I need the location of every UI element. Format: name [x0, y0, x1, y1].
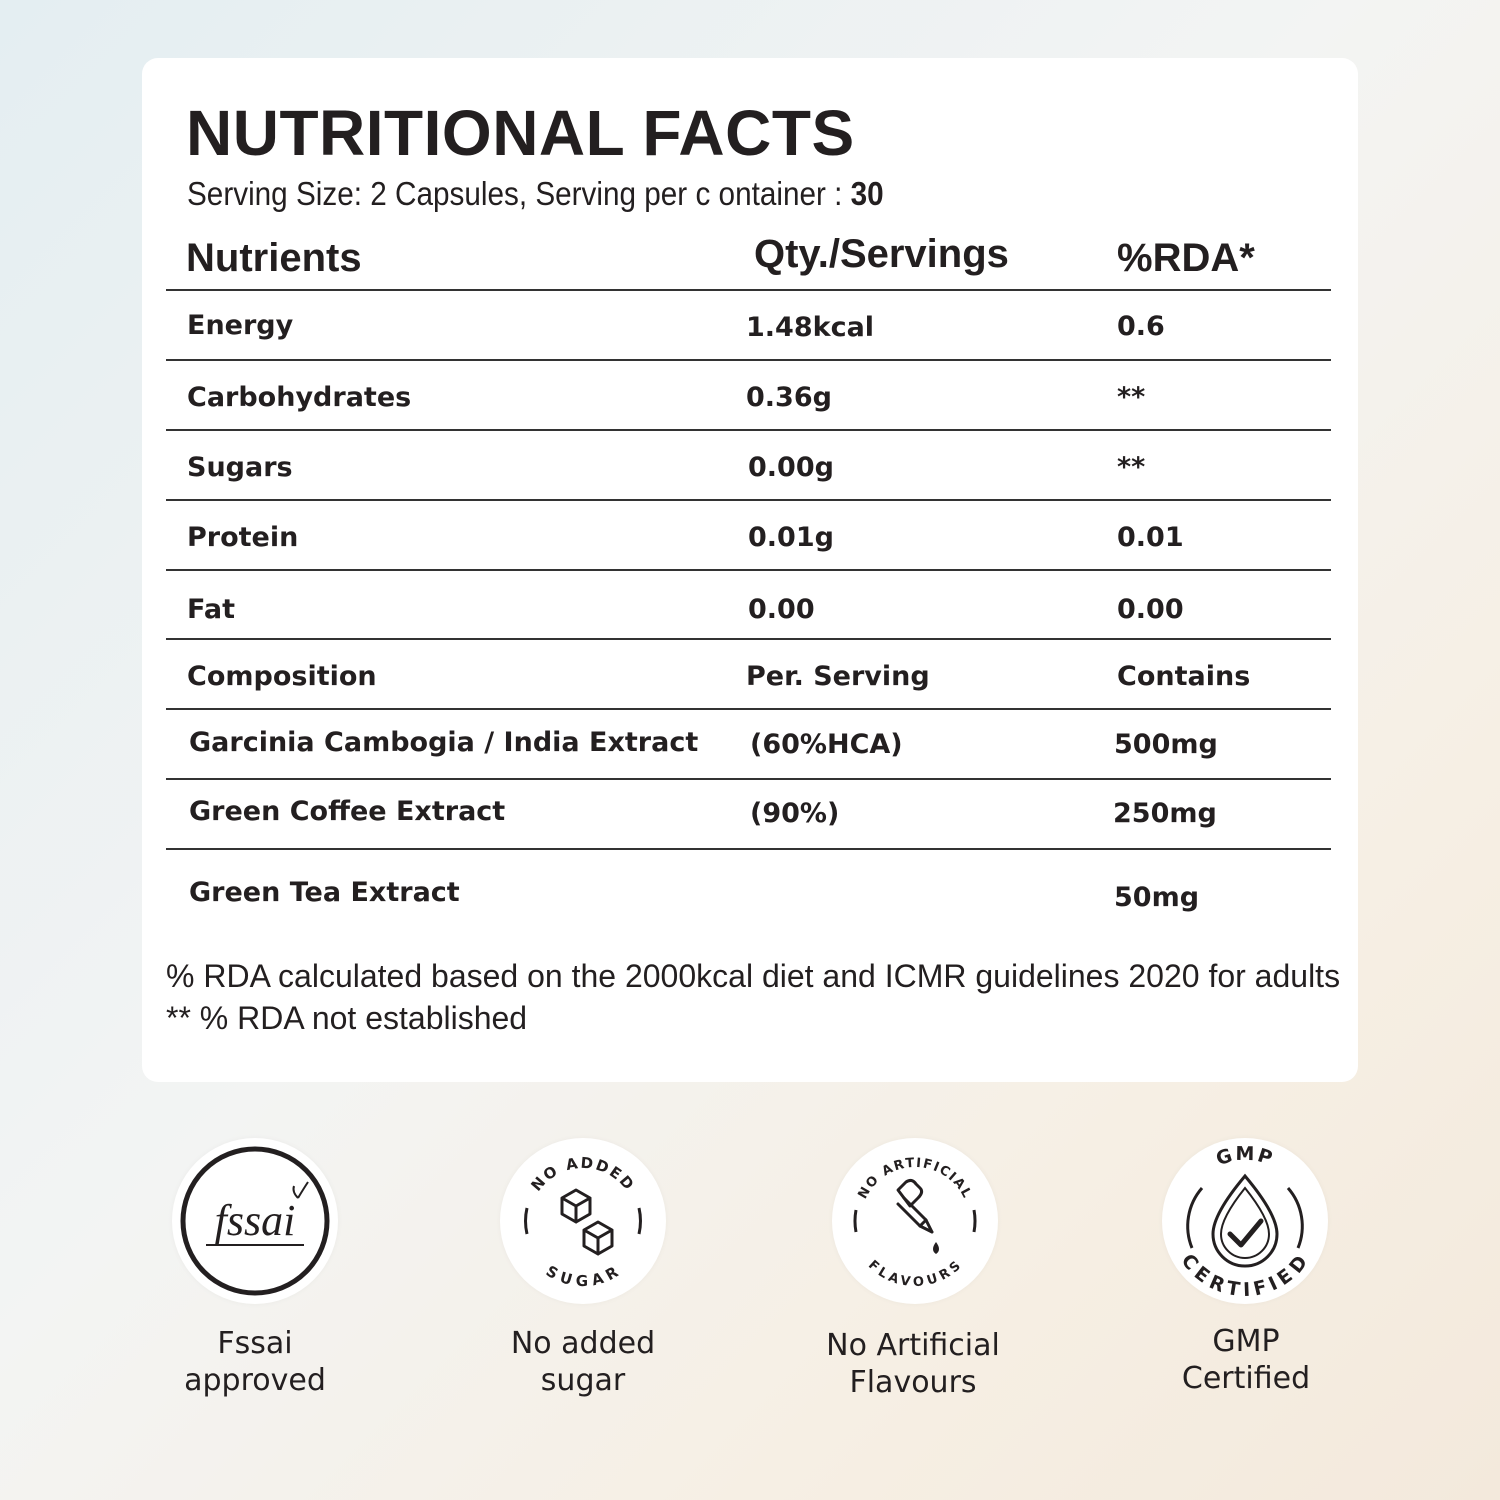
svg-text:SUGAR	[543, 1262, 623, 1290]
row-carbohydrates-qty: 0.36g	[746, 382, 832, 413]
fssai-label-line1: Fssai	[217, 1326, 293, 1361]
serving-count: 30	[850, 175, 884, 212]
row-green-tea-rda: 50mg	[1114, 882, 1200, 913]
no-artificial-flavours-line2: Flavours	[849, 1365, 977, 1400]
row-protein-qty: 0.01g	[748, 522, 834, 553]
row-carbohydrates-name: Carbohydrates	[187, 382, 412, 413]
row-sugars-qty: 0.00g	[748, 452, 834, 483]
no-added-ring-text: NO ADDED	[527, 1153, 639, 1195]
table-divider	[166, 289, 1331, 291]
no-added-sugar-line1: No added	[510, 1326, 656, 1361]
row-sugars-name: Sugars	[187, 452, 293, 483]
serving-label: Serving Size: 2 Capsules, Serving per c ontainer :	[187, 175, 851, 212]
gmp-certified-label	[1116, 1323, 1376, 1397]
no-artificial-flavours-line1: No Artificial	[826, 1328, 1000, 1363]
svg-text:NO ARTIFICIAL	[855, 1156, 974, 1202]
fssai-label	[125, 1325, 385, 1399]
flavours-ring-text: FLAVOURS	[865, 1257, 965, 1291]
no-added-sugar-badge	[500, 1138, 666, 1304]
no-artificial-flavours-label	[783, 1327, 1043, 1401]
row-green-coffee-qty: (90%)	[750, 798, 840, 829]
sugar-cubes-icon	[500, 1138, 666, 1304]
table-divider	[166, 429, 1331, 431]
header-rda: %RDA*	[1117, 236, 1255, 280]
table-divider	[166, 848, 1331, 850]
row-composition-qty: Per. Serving	[746, 661, 930, 692]
row-energy-name: Energy	[187, 310, 294, 341]
row-carbohydrates-rda: **	[1117, 382, 1146, 413]
certified-ring-text: CERTIFIED	[1176, 1249, 1314, 1302]
row-green-coffee-rda: 250mg	[1113, 798, 1217, 829]
row-green-coffee-name: Green Coffee Extract	[189, 796, 506, 827]
dropper-icon	[832, 1138, 998, 1304]
no-added-sugar-line2: sugar	[540, 1363, 626, 1398]
row-protein-name: Protein	[187, 522, 299, 553]
gmp-certified-badge	[1162, 1138, 1328, 1304]
no-artificial-flavours-badge	[832, 1138, 998, 1304]
svg-text:GMP	[1213, 1143, 1276, 1170]
serving-info	[187, 175, 884, 213]
table-divider	[166, 569, 1331, 571]
row-garcinia-rda: 500mg	[1114, 729, 1218, 760]
header-qty: Qty./Servings	[754, 232, 1009, 276]
drop-check-icon	[1162, 1138, 1328, 1304]
gmp-certified-line1: GMP	[1212, 1324, 1280, 1359]
table-divider	[166, 638, 1331, 640]
row-fat-rda: 0.00	[1117, 594, 1184, 625]
fssai-badge	[172, 1138, 338, 1304]
table-divider	[166, 778, 1331, 780]
row-composition-rda: Contains	[1117, 661, 1251, 692]
header-nutrients: Nutrients	[186, 236, 362, 280]
page-title: NUTRITIONAL FACTS	[186, 97, 855, 169]
svg-text:FLAVOURS	[865, 1258, 965, 1291]
row-protein-rda: 0.01	[1117, 522, 1184, 553]
fssai-label-line2: approved	[184, 1363, 326, 1398]
table-divider	[166, 359, 1331, 361]
gmp-ring-text: GMP	[1213, 1142, 1277, 1171]
no-artificial-ring-text: NO ARTIFICIAL	[855, 1155, 975, 1202]
gmp-certified-line2: Certified	[1181, 1361, 1311, 1396]
row-energy-rda: 0.6	[1117, 311, 1165, 342]
rda-footnote: % RDA calculated based on the 2000kcal diet and ICMR guidelines 2020 for adults	[166, 958, 1341, 994]
row-green-tea-name: Green Tea Extract	[189, 877, 460, 908]
row-garcinia-qty: (60%HCA)	[750, 729, 903, 760]
row-sugars-rda: **	[1117, 452, 1146, 483]
no-added-sugar-label	[453, 1325, 713, 1399]
table-divider	[166, 499, 1331, 501]
sugar-ring-text: SUGAR	[542, 1261, 624, 1290]
svg-text:NO ADDED	[527, 1154, 638, 1195]
row-composition-name: Composition	[187, 661, 377, 692]
fssai-logo-icon	[172, 1138, 338, 1304]
row-garcinia-name: Garcinia Cambogia / India Extract	[189, 727, 699, 758]
row-energy-qty: 1.48kcal	[746, 312, 875, 343]
row-fat-qty: 0.00	[748, 594, 815, 625]
table-divider	[166, 708, 1331, 710]
fssai-logo-text: fssai	[214, 1196, 296, 1245]
row-fat-name: Fat	[187, 594, 235, 625]
rda-not-established-note: ** % RDA not established	[166, 1000, 528, 1036]
